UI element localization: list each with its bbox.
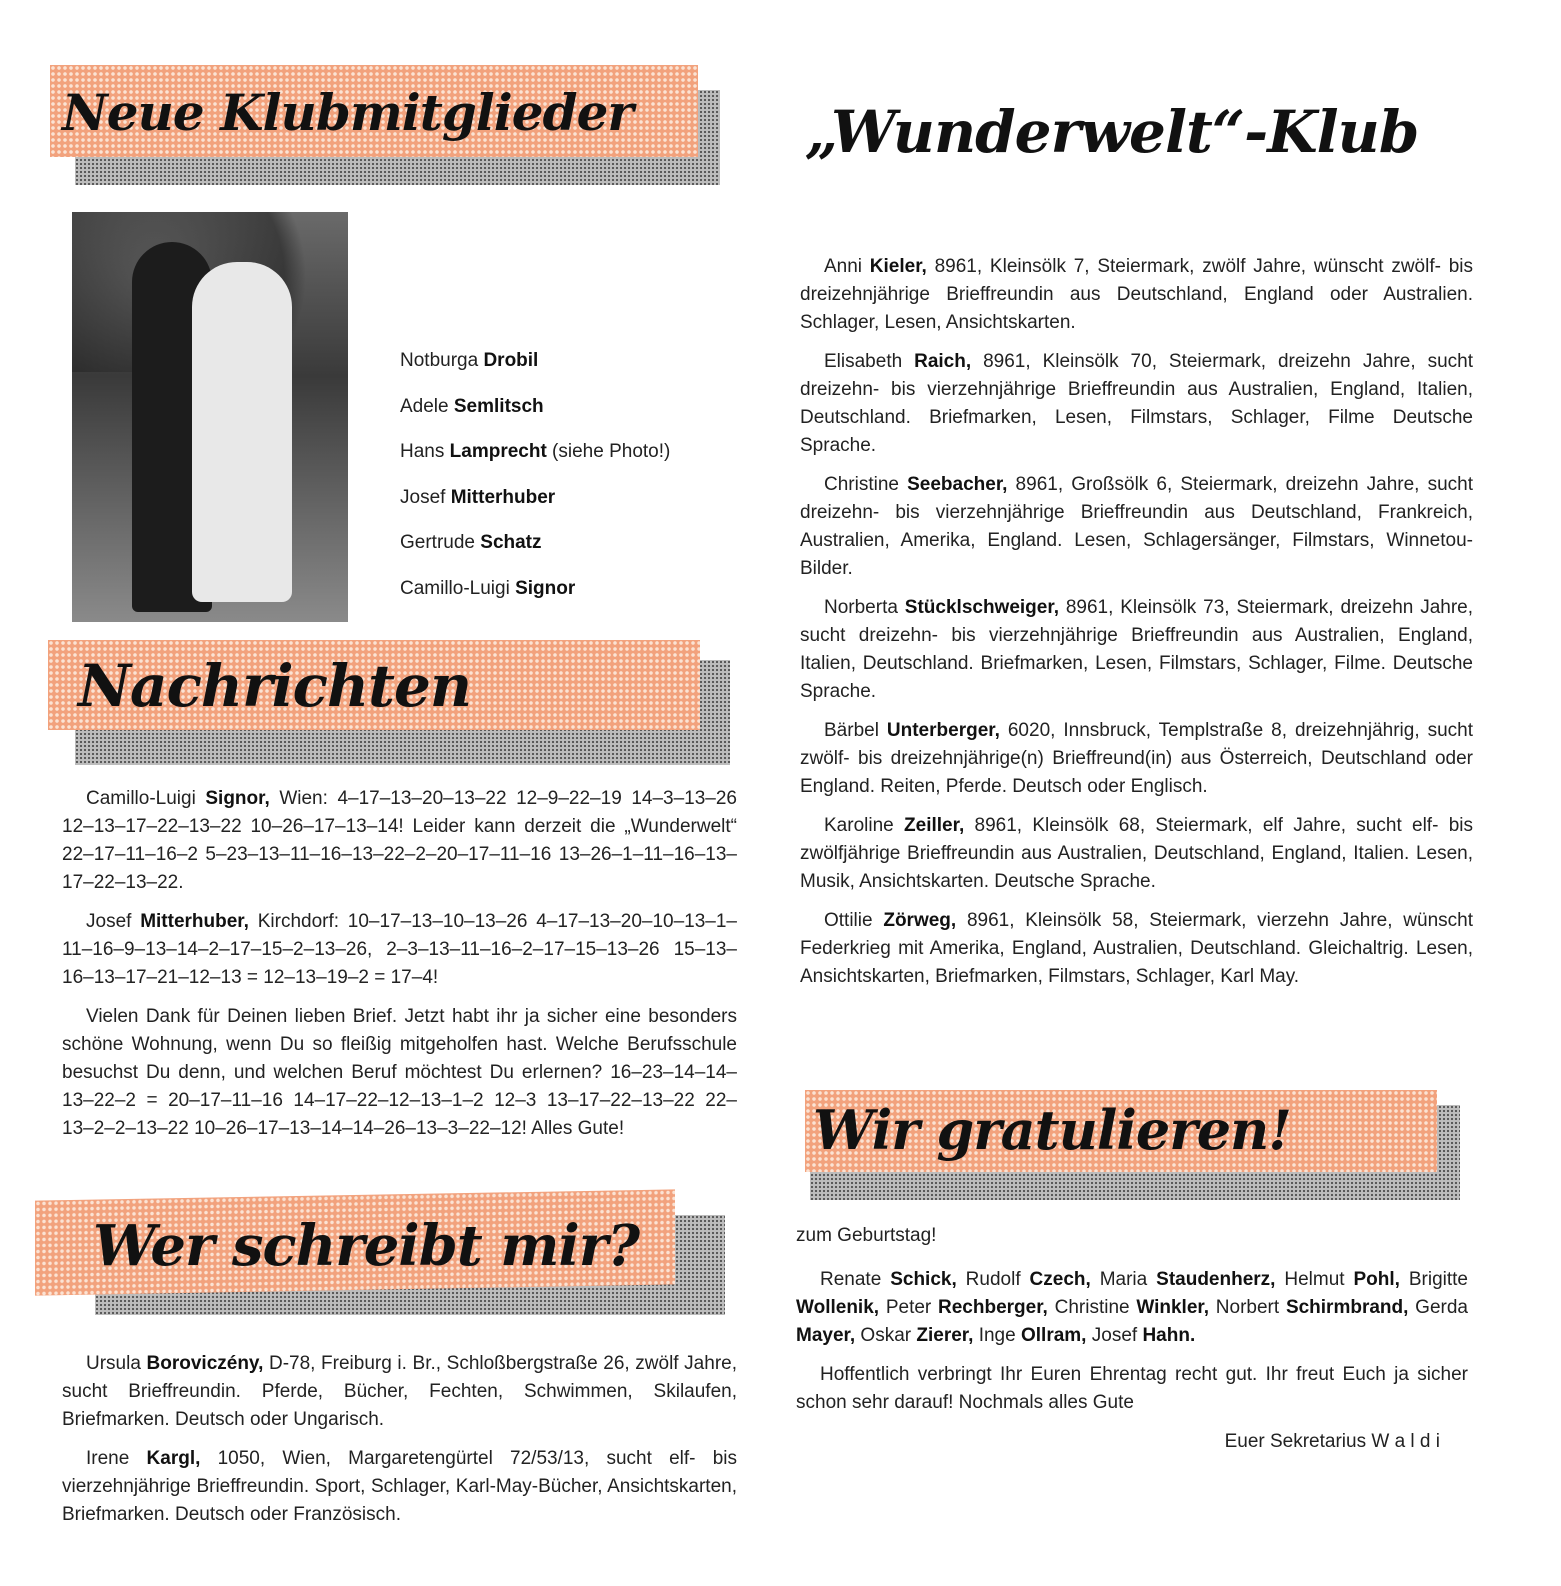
person-name: Signor, [205,788,270,809]
member-entry [400,487,670,533]
club-section [800,253,1473,1002]
text-run: (siehe Photo!) [546,441,671,463]
person-name: Unterberger, [886,720,1000,741]
person-name: Czech, [1029,1269,1091,1290]
congrats-closing: Hoffentlich verbringt Ihr Euren Ehrentag recht gut. Ihr freut Euch ja sicher schon sehr darauf! Nochmals alles Gute [796,1364,1468,1413]
text-run: 8961, Kleinsölk 68, Steiermark, elf Jahre, sucht elf- bis zwölfjährige Brieffreundin aus Australien, Deutschland, England, Italien. Lesen, Musik, Ansichtskarten. Deutsche Sprache. [800,815,1473,892]
banner-wir-gratulieren [805,1090,1465,1205]
person-name: Winkler, [1136,1297,1210,1318]
person-name: Zeiller, [904,815,965,836]
banner-wer-schreibt-mir [35,1195,725,1320]
person-name: Seebacher, [907,474,1008,495]
club-entry [800,812,1473,896]
club-entry [800,253,1473,337]
person-name: Stücklschweiger, [904,597,1059,618]
person-name: Semlitsch [453,395,544,417]
text-run: 1050, Wien, Margaretengürtel 72/53/13, sucht elf- bis vierzehnjährige Brieffreundin. Sport, Schlager, Karl-May-Bücher, Ansichtskarten, Briefmarken. Deutsch oder Französisch. [62,1448,737,1525]
news-paragraph [62,908,737,992]
text-run: Ottilie [824,910,884,931]
member-entry [400,441,670,487]
member-photo [72,212,348,622]
member-entry [400,578,670,624]
text-run: Karoline [824,815,905,836]
news-paragraph [62,1003,737,1143]
text-run: Gerda [1408,1297,1468,1318]
news-paragraph [62,785,737,897]
person-name: Rechberger, [938,1297,1048,1318]
text-run: Norbert [1209,1297,1286,1318]
person-name: Drobil [483,350,539,371]
text-run: Brigitte [1399,1269,1468,1290]
text-run: Peter [879,1297,939,1318]
banner-nachrichten [48,640,738,770]
text-run: Notburga [400,350,484,371]
person-name: Boroviczény, [146,1353,264,1374]
person-name: Mitterhuber [450,486,556,508]
person-name: Signor [515,577,576,599]
text-run: Inge [973,1325,1021,1346]
text-run: Anni [824,256,870,277]
text-run: Irene [86,1448,147,1469]
club-entry [800,907,1473,991]
text-run: Norberta [824,597,905,618]
person-name: Ollram, [1020,1325,1087,1346]
birthday-names [796,1266,1468,1350]
banner-neue-klubmitglieder [50,65,730,190]
person-name: Hahn. [1142,1325,1196,1346]
text-run: Camillo-Luigi [86,788,206,809]
member-entry [400,532,670,578]
text-run: Adele [400,395,454,417]
text-run: Kirchdorf: 10–17–13–10–13–26 4–17–13–20–10–13–1–11–16–9–13–14–2–17–15–2–13–26, 2–3–13–11–16–2–17–15–13–26 15–13–16–13–17–21–12–13 = 12–13–19–2 = 17–4! [62,911,737,988]
person-name: Mayer, [796,1325,856,1346]
member-list [400,350,670,624]
text-run: Wien: 4–17–13–20–13–22 12–9–22–19 14–3–13–26 12–13–17–22–13–22 10–26–17–13–14! Leider kann derzeit die „Wunderwelt“ 22–17–11–16–2 5–23–13–11–16–13–22–2–20–17–11–16 13–26–1–11–16–13–17–22–13–22. [62,788,737,893]
person-name: Mitterhuber, [140,911,249,932]
congrats-intro: zum Geburtstag! [796,1225,937,1246]
member-entry [400,350,670,396]
text-run: 8961, Kleinsölk 70, Steiermark, dreizehn Jahre, sucht dreizehn- bis vierzehnjährige Brieffreundin aus Australien, England, Italien, Deutschland. Briefmarken, Lesen, Filmstars, Schlager, Filme Deutsche Sprache. [800,351,1473,456]
text-run: Christine [1047,1297,1137,1318]
person-name: Kieler, [869,256,927,277]
person-name: Pohl, [1353,1269,1400,1290]
club-entry [800,717,1473,801]
club-entry [800,594,1473,706]
text-run: Gertrude [400,532,481,554]
text-run: 8961, Kleinsölk 58, Steiermark, vierzehn Jahre, wünscht Federkrieg mit Amerika, England, Australien, Deutschland. Gleichaltrig. Lesen, Ansichtskarten, Briefmarken, Filmstars, Schlager, Karl May. [800,910,1473,987]
text-run: 8961, Kleinsölk 73, Steiermark, dreizehn Jahre, sucht dreizehn- bis vierzehnjährige Brieffreundin aus Australien, England, Italien, Deutschland. Briefmarken, Lesen, Filmstars, Schlager, Filme. Deutsche Sprache. [800,597,1473,702]
club-title: „Wunderwelt“-Klub [805,98,1419,166]
person-name: Kargl, [146,1448,201,1469]
text-run: 6020, Innsbruck, Templstraße 8, dreizehnjährig, sucht zwölf- bis dreizehnjährige(n) Brieffreund(in) aus Österreich, Deutschland oder England. Reiten, Pferde. Deutsch oder Englisch. [800,720,1474,797]
person-name: Raich, [914,351,972,372]
text-run: Maria [1090,1269,1157,1290]
text-run: Josef [400,486,451,508]
text-run: Hans [400,441,450,463]
person-name: Wollenik, [796,1297,880,1318]
text-run: 8961, Kleinsölk 7, Steiermark, zwölf Jahre, wünscht zwölf- bis dreizehnjährige Brieffreundin aus Deutschland, England oder Australien. Schlager, Lesen, Ansichtskarten. [800,256,1473,333]
section-heading: Wer schreibt mir? [93,1213,640,1279]
text-run: Ursula [86,1353,147,1374]
person-name: Schick, [890,1269,957,1290]
text-run: Rudolf [956,1269,1030,1290]
club-entry [800,348,1473,460]
text-run: Elisabeth [824,351,915,372]
section-heading: Neue Klubmitglieder [62,83,633,142]
person-name: Lamprecht [449,441,547,463]
news-section [62,785,737,1154]
person-name: Schirmbrand, [1285,1297,1409,1318]
text-run: Josef [86,911,141,932]
club-entry [800,471,1473,583]
pen-pal-entry [62,1445,737,1529]
text-run: Helmut [1275,1269,1354,1290]
person-name: Schatz [480,532,542,554]
signature: Euer Sekretarius W a l d i [1224,1431,1440,1452]
text-run: Vielen Dank für Deinen lieben Brief. Jetzt habt ihr ja sicher eine besonders schöne Wohnung, wenn Du so fleißig mitgeholfen hast. Welche Berufsschule besuchst Du denn, und welchen Beruf möchtest Du erlernen? 16–23–14–14–13–22–2 = 20–17–11–16 14–17–22–12–13–1–2 12–3 13–17–22–13–22 22–13–2–2–13–22 10–26–17–13–14–14–26–13–3–22–12! Alles Gute! [62,1006,737,1139]
section-heading: Nachrichten [78,652,472,720]
text-run: D-78, Freiburg i. Br., Schloßbergstraße 26, zwölf Jahre, sucht Brieffreundin. Pferde, Bücher, Fechten, Schwimmen, Skilaufen, Briefmarken. Deutsch oder Ungarisch. [62,1353,737,1430]
text-run: Renate [820,1269,891,1290]
text-run: Josef [1086,1325,1143,1346]
text-run: 8961, Großsölk 6, Steiermark, dreizehn Jahre, sucht dreizehn- bis vierzehnjährige Brieffreundin aus Deutschland, Frankreich, Australien, Amerika, England. Lesen, Schlagersänger, Filmstars, Winnetou-Bilder. [800,474,1473,579]
person-name: Zierer, [916,1325,974,1346]
text-run: Christine [824,474,908,495]
person-name: Zörweg, [883,910,957,931]
pen-pals-section [62,1350,737,1540]
text-run: Camillo-Luigi [400,577,516,599]
section-heading: Wir gratulieren! [813,1098,1292,1162]
member-entry [400,396,670,442]
text-run: Bärbel [824,720,887,741]
text-run: Oskar [855,1325,917,1346]
congrats-section [796,1222,1468,1467]
person-name: Staudenherz, [1156,1269,1276,1290]
pen-pal-entry [62,1350,737,1434]
